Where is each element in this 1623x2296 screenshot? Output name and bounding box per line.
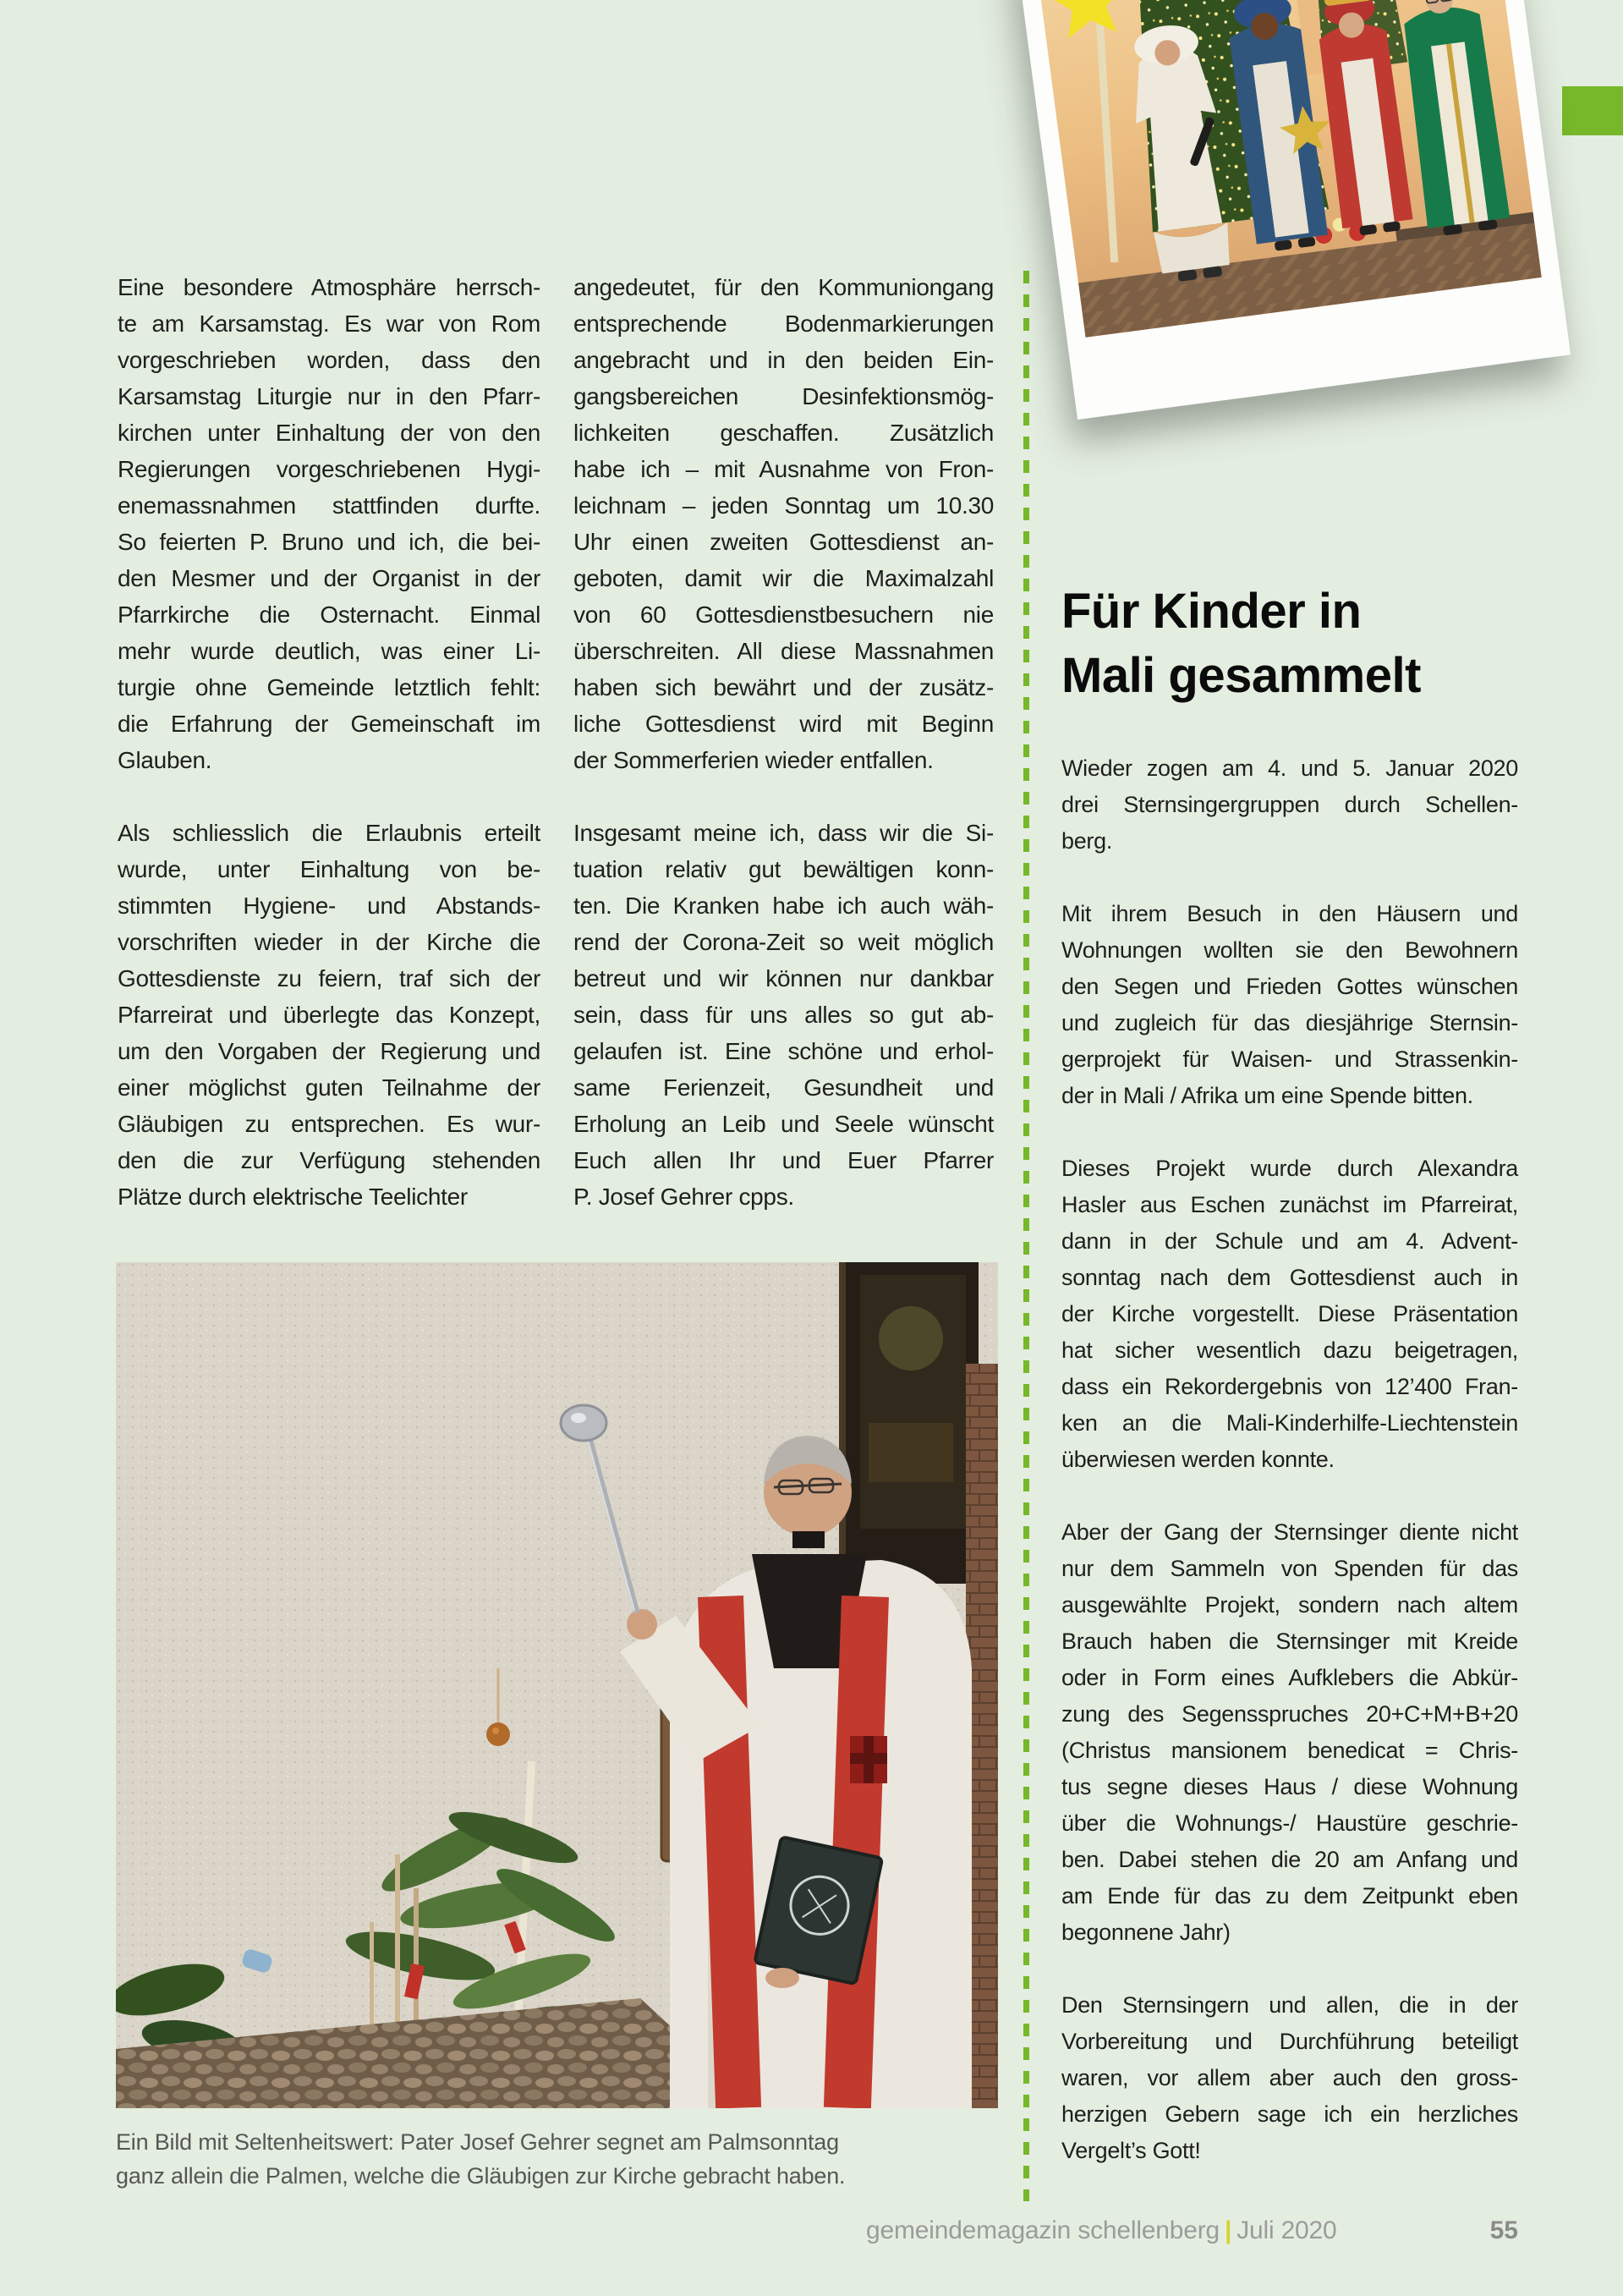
paragraph	[118, 815, 540, 1215]
text-line: zung des Segensspruches 20+C+M+B+20	[1061, 1701, 1518, 1727]
text-line: herzigen Gebern sage ich ein herzliches	[1061, 2101, 1518, 2127]
paragraph	[1061, 1514, 1518, 1951]
text-line: Vorbereitung und Durchführung beteiligt	[1061, 2029, 1518, 2054]
text-line: und zugleich für das diesjährige Sternsin-	[1061, 1010, 1518, 1035]
text-line: rend der Corona-Zeit so weit möglich	[573, 929, 994, 955]
article-column-2	[573, 269, 994, 1215]
text-line: Pfarreirat und überlegte das Konzept,	[118, 1002, 540, 1028]
text-line: gangsbereichen Desinfektionsmög-	[573, 383, 994, 409]
footer-magazine: gemeindemagazin schellenberg	[866, 2216, 1220, 2244]
text-line: der in Mali / Afrika um eine Spende bitten.	[1061, 1083, 1473, 1108]
text-line: Dieses Projekt wurde durch Alexandra	[1061, 1156, 1518, 1181]
text-line: oder in Form eines Aufklebers die Abkür-	[1061, 1665, 1518, 1690]
text-line: Für Kinder in	[1061, 584, 1362, 639]
text-line: geboten, damit wir die Maximalzahl	[573, 565, 994, 591]
text-line: stimmten Hygiene- und Abstands-	[118, 893, 540, 919]
text-line: Insgesamt meine ich, dass wir die Si-	[573, 820, 994, 846]
text-line: Hasler aus Eschen zunächst im Pfarreirat,	[1061, 1192, 1518, 1217]
text-line: Regierungen vorgeschriebenen Hygi-	[118, 456, 540, 482]
text-line: am Ende für das zu dem Zeitpunkt eben	[1061, 1883, 1518, 1909]
text-line: habe ich – mit Ausnahme von Fron-	[573, 456, 994, 482]
text-line: ten. Die Kranken habe ich auch wäh-	[573, 893, 994, 919]
text-line: mehr wurde deutlich, was einer Li-	[118, 638, 540, 664]
paragraph	[1061, 896, 1518, 1114]
text-line: um den Vorgaben der Regierung und	[118, 1038, 540, 1064]
footer	[866, 2216, 1337, 2245]
text-line: Eine besondere Atmosphäre herrsch-	[118, 274, 540, 300]
text-line: vorgeschrieben worden, dass den	[118, 347, 540, 373]
paragraph	[573, 815, 994, 1215]
text-line: liche Gottesdienst wird mit Beginn	[573, 711, 994, 737]
text-line: same Ferienzeit, Gesundheit und	[573, 1074, 994, 1101]
article-column-1	[118, 269, 540, 1215]
footer-separator: |	[1225, 2216, 1232, 2244]
text-line: angedeutet, für den Kommuniongang	[573, 274, 994, 300]
text-line: leichnam – jeden Sonntag um 10.30	[573, 492, 994, 519]
text-line: tus segne dieses Haus / diese Wohnung	[1061, 1774, 1518, 1799]
text-line: hat sicher wesentlich dazu beigetragen,	[1061, 1338, 1518, 1363]
text-line: Den Sternsingern und allen, die in der	[1061, 1992, 1518, 2018]
text-line: angebracht und in den beiden Ein-	[573, 347, 994, 373]
footer-issue: Juli 2020	[1236, 2216, 1337, 2244]
text-line: berg.	[1061, 828, 1113, 854]
text-line: wurde, unter Einhaltung von be-	[118, 856, 540, 882]
text-line: über die Wohnungs-/ Haustüre geschrie-	[1061, 1810, 1518, 1836]
text-line: Uhr einen zweiten Gottesdienst an-	[573, 529, 994, 555]
page-number: 55	[1489, 2216, 1518, 2244]
text-line: ken an die Mali-Kinderhilfe-Liechtenstein	[1061, 1410, 1518, 1436]
text-line: tuation relativ gut bewältigen konn-	[573, 856, 994, 882]
text-line: Wieder zogen am 4. und 5. Januar 2020	[1061, 755, 1518, 781]
doorway	[839, 1262, 979, 1584]
text-line: haben sich bewährt und der zusätz-	[573, 674, 994, 700]
text-line: (Christus mansionem benedicat = Chris-	[1061, 1738, 1518, 1763]
dashed-divider	[1023, 271, 1029, 2201]
text-line: sein, dass für uns alles so gut ab-	[573, 1002, 994, 1028]
text-line: nur dem Sammeln von Spenden für das	[1061, 1556, 1518, 1581]
text-line: den die zur Verfügung stehenden	[118, 1147, 540, 1173]
text-line: einer möglichst guten Teilnahme der	[118, 1074, 540, 1101]
palm-blessing-photo	[116, 1262, 998, 2108]
article-heading	[1061, 579, 1518, 708]
sternsinger-photo	[1037, 0, 1542, 338]
palm-blessing-illustration	[116, 1262, 998, 2108]
text-line: den Mesmer und der Organist in der	[118, 565, 540, 591]
text-line: der Kirche vorgestellt. Diese Präsentation	[1061, 1301, 1518, 1327]
text-line: Karsamstag Liturgie nur in den Pfarr-	[118, 383, 540, 409]
photo-caption	[116, 2125, 970, 2193]
polaroid-frame	[1016, 0, 1571, 420]
text-line: turgie ohne Gemeinde letztlich fehlt:	[118, 674, 540, 700]
text-line: sonntag nach dem Gottesdienst auch in	[1061, 1265, 1518, 1290]
right-column	[1061, 579, 1518, 2169]
text-line: entsprechende Bodenmarkierungen	[573, 310, 994, 337]
text-line: der Sommerferien wieder entfallen.	[573, 747, 934, 773]
text-line: von 60 Gottesdienstbesuchern nie	[573, 601, 994, 628]
right-column-body	[1061, 750, 1518, 2169]
accent-bar	[1562, 86, 1623, 135]
text-line: Gläubigen zu entsprechen. Es wur-	[118, 1111, 540, 1137]
text-line: vorschriften wieder in der Kirche die	[118, 929, 540, 955]
text-line: Mit ihrem Besuch in den Häusern und	[1061, 901, 1518, 926]
text-line: Brauch haben die Sternsinger mit Kreide	[1061, 1629, 1518, 1654]
text-line: Als schliesslich die Erlaubnis erteilt	[118, 820, 540, 846]
text-line: ganz allein die Palmen, welche die Gläubigen zur Kirche gebracht haben.	[116, 2163, 846, 2189]
text-line: Euch allen Ihr und Euer Pfarrer	[573, 1147, 994, 1173]
text-line: Wohnungen wollten sie den Bewohnern	[1061, 937, 1518, 963]
text-line: Erholung an Leib und Seele wünscht	[573, 1111, 994, 1137]
paragraph	[573, 269, 994, 778]
text-line: Glauben.	[118, 747, 212, 773]
paragraph	[1061, 750, 1518, 860]
sternsinger-illustration	[1037, 0, 1542, 338]
text-line: kirchen unter Einhaltung der von den	[118, 420, 540, 446]
text-line: Vergelt’s Gott!	[1061, 2138, 1201, 2163]
text-line: überwiesen werden konnte.	[1061, 1447, 1335, 1472]
text-line: Mali gesammelt	[1061, 648, 1421, 703]
text-line: ausgewählte Projekt, sondern nach altem	[1061, 1592, 1518, 1618]
paragraph	[1061, 1987, 1518, 2169]
text-line: überschreiten. All diese Massnahmen	[573, 638, 994, 664]
text-line: P. Josef Gehrer cpps.	[573, 1184, 794, 1210]
text-line: dann in der Schule und am 4. Advent-	[1061, 1228, 1518, 1254]
text-line: ben. Dabei stehen die 20 am Anfang und	[1061, 1847, 1518, 1872]
text-line: Ein Bild mit Seltenheitswert: Pater Josef Gehrer segnet am Palmsonntag	[116, 2129, 839, 2155]
text-line: enemassnahmen stattfinden durfte.	[118, 492, 540, 519]
text-line: te am Karsamstag. Es war von Rom	[118, 310, 540, 337]
text-line: Aber der Gang der Sternsinger diente nicht	[1061, 1519, 1518, 1545]
text-line: So feierten P. Bruno und ich, die bei-	[118, 529, 540, 555]
text-line: den Segen und Frieden Gottes wünschen	[1061, 974, 1518, 999]
paragraph	[118, 269, 540, 778]
text-line: waren, vor allem aber auch den gross-	[1061, 2065, 1518, 2090]
text-line: drei Sternsingergruppen durch Schellen-	[1061, 792, 1518, 817]
text-line: begonnene Jahr)	[1061, 1920, 1231, 1945]
text-line: Plätze durch elektrische Teelichter	[118, 1184, 468, 1210]
text-line: Pfarrkirche die Osternacht. Einmal	[118, 601, 540, 628]
text-line: gelaufen ist. Eine schöne und erhol-	[573, 1038, 994, 1064]
text-line: die Erfahrung der Gemeinschaft im	[118, 711, 540, 737]
text-line: lichkeiten geschaffen. Zusätzlich	[573, 420, 994, 446]
text-line: Gottesdienste zu feiern, traf sich der	[118, 965, 540, 991]
paragraph	[1061, 1151, 1518, 1478]
text-line: gerprojekt für Waisen- und Strassenkin-	[1061, 1046, 1518, 1072]
text-line: dass ein Rekordergebnis von 12’400 Fran-	[1061, 1374, 1518, 1399]
text-line: betreut und wir können nur dankbar	[573, 965, 994, 991]
